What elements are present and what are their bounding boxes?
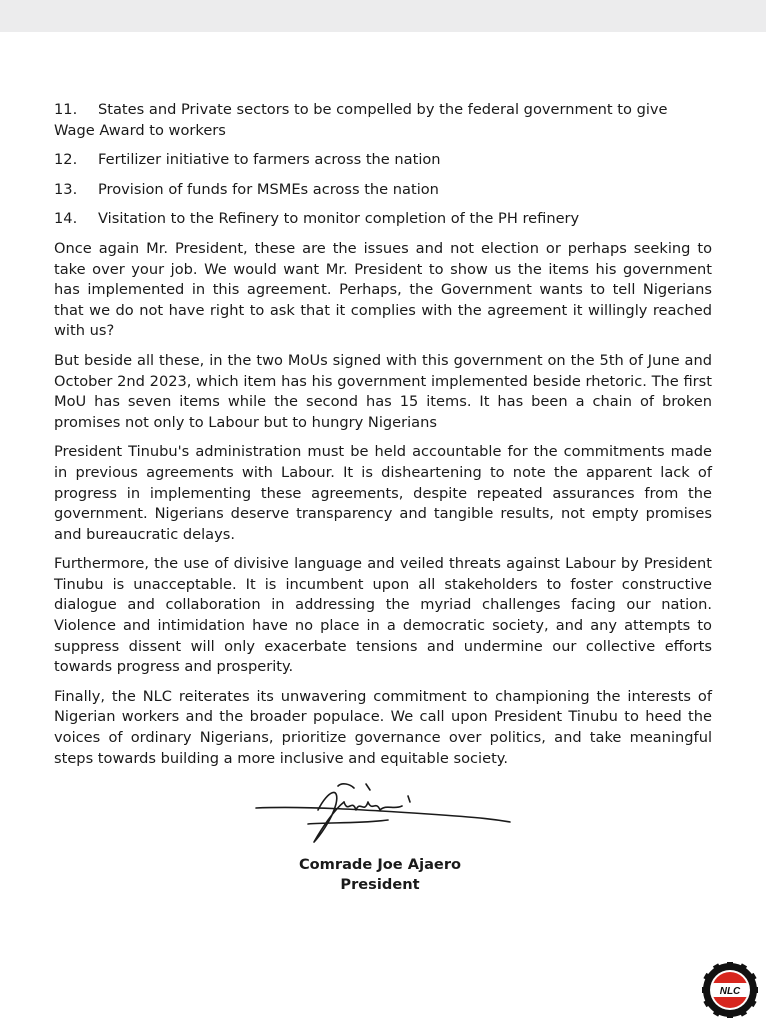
signer-title: President <box>340 876 420 893</box>
item-text: Provision of funds for MSMEs across the nation <box>98 180 439 198</box>
paragraph: Finally, the NLC reiterates its unwavering commitment to championing the interests of Nigerian workers and the broader populace. We call upon President Tinubu to heed the voices of ordinary Nigerians, prioritize governance over politics, and take meaningful steps towards building a more inclusive and equitable society. <box>54 687 712 767</box>
paragraph: President Tinubu's administration must be held accountable for the commitments made in previous agreements with Labour. It is disheartening to note the apparent lack of progress in implementing these agreements, despite repeated assurances from the government. Nigerians deserve transparency and tangible results, not empty promises and bureaucratic delays. <box>54 443 712 543</box>
item-text: Visitation to the Refinery to monitor completion of the PH refinery <box>98 210 580 228</box>
list-item <box>54 180 712 201</box>
signer-name: Comrade Joe Ajaero <box>298 856 462 873</box>
letter-body <box>54 100 712 778</box>
item-number: 12. <box>54 151 78 169</box>
top-margin-strip <box>0 0 766 32</box>
paragraph: Furthermore, the use of divisive language and veiled threats against Labour by President Tinubu is unacceptable. It is incumbent upon all stakeholders to foster constructive dialogue and collaboration in addressing the myriad challenges facing our nation. Violence and intimidation have no place in a democratic society, and any attempts to suppress dissent will only exacerbate tensions and undermine our collective efforts towards progress and prosperity. <box>54 555 712 676</box>
item-text: States and Private sectors to be compelled by the federal government to give Wage Award to workers <box>54 101 668 139</box>
item-number: 11. <box>54 101 78 118</box>
list-item <box>54 209 712 230</box>
paragraph: Once again Mr. President, these are the issues and not election or perhaps seeking to take over your job. We would want Mr. President to show us the items his government has implemented in this agreement. Perhaps, the Government wants to tell Nigerians that we do not have right to ask that it complies with the agreement it willingly reached with us? <box>54 239 712 340</box>
signer-block <box>280 855 480 895</box>
item-number: 13. <box>54 180 78 198</box>
item-number: 14. <box>54 210 78 228</box>
nlc-logo-icon <box>702 962 758 1018</box>
list-item <box>54 150 712 171</box>
svg-text:NLC: NLC <box>719 986 741 997</box>
list-item <box>54 100 712 141</box>
item-text: Fertilizer initiative to farmers across the nation <box>98 151 441 169</box>
paragraph: But beside all these, in the two MoUs signed with this government on the 5th of June and October 2nd 2023, which item has his government implemented beside rhetoric. The first MoU has seven items while the second has 15 items. It has been a chain of broken promises not only to Labour but to hungry Nigerians <box>54 351 712 431</box>
signature <box>248 780 518 850</box>
